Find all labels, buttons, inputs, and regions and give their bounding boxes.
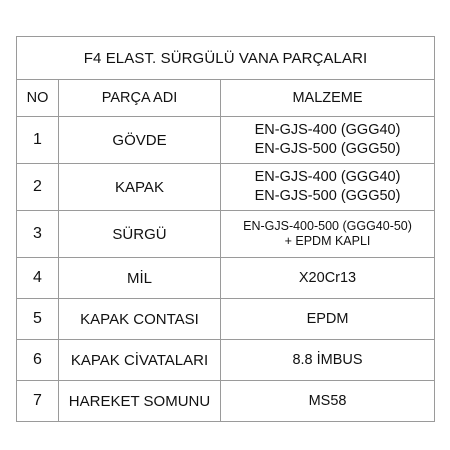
row-number: 6 — [17, 340, 59, 381]
material-cell — [221, 299, 435, 340]
row-number: 2 — [17, 164, 59, 211]
material-cell — [221, 117, 435, 164]
table-row — [17, 340, 435, 381]
part-name: MİL — [59, 258, 221, 299]
row-number: 1 — [17, 117, 59, 164]
material-line: MS58 — [308, 392, 347, 409]
material-line: + EPDM KAPLI — [284, 234, 371, 248]
header-material: MALZEME — [221, 80, 435, 117]
material-line: EPDM — [306, 310, 349, 327]
row-number: 4 — [17, 258, 59, 299]
part-name: KAPAK CİVATALARI — [59, 340, 221, 381]
material-cell — [221, 258, 435, 299]
row-number: 5 — [17, 299, 59, 340]
table-row — [17, 211, 435, 258]
parts-table — [16, 36, 435, 422]
material-line: EN-GJS-500 (GGG50) — [254, 188, 401, 204]
material-cell — [221, 340, 435, 381]
part-name: KAPAK CONTASI — [59, 299, 221, 340]
table-row — [17, 117, 435, 164]
material-line: EN-GJS-400 (GGG40) — [254, 122, 401, 138]
part-name: KAPAK — [59, 164, 221, 211]
material-cell — [221, 211, 435, 258]
row-number: 3 — [17, 211, 59, 258]
table-row — [17, 381, 435, 422]
row-number: 7 — [17, 381, 59, 422]
header-no: NO — [17, 80, 59, 117]
table-row — [17, 299, 435, 340]
header-row — [17, 80, 435, 117]
part-name: SÜRGÜ — [59, 211, 221, 258]
part-name: HAREKET SOMUNU — [59, 381, 221, 422]
table-title: F4 ELAST. SÜRGÜLÜ VANA PARÇALARI — [17, 37, 435, 80]
material-cell — [221, 164, 435, 211]
header-part-name: PARÇA ADI — [59, 80, 221, 117]
material-line: 8.8 İMBUS — [292, 351, 363, 368]
material-line: X20Cr13 — [298, 269, 357, 286]
material-line: EN-GJS-400-500 (GGG40-50) — [243, 219, 412, 233]
title-row — [17, 37, 435, 80]
material-line: EN-GJS-500 (GGG50) — [254, 141, 401, 157]
material-line: EN-GJS-400 (GGG40) — [254, 169, 401, 185]
part-name: GÖVDE — [59, 117, 221, 164]
material-cell — [221, 381, 435, 422]
table-row — [17, 258, 435, 299]
table-row — [17, 164, 435, 211]
